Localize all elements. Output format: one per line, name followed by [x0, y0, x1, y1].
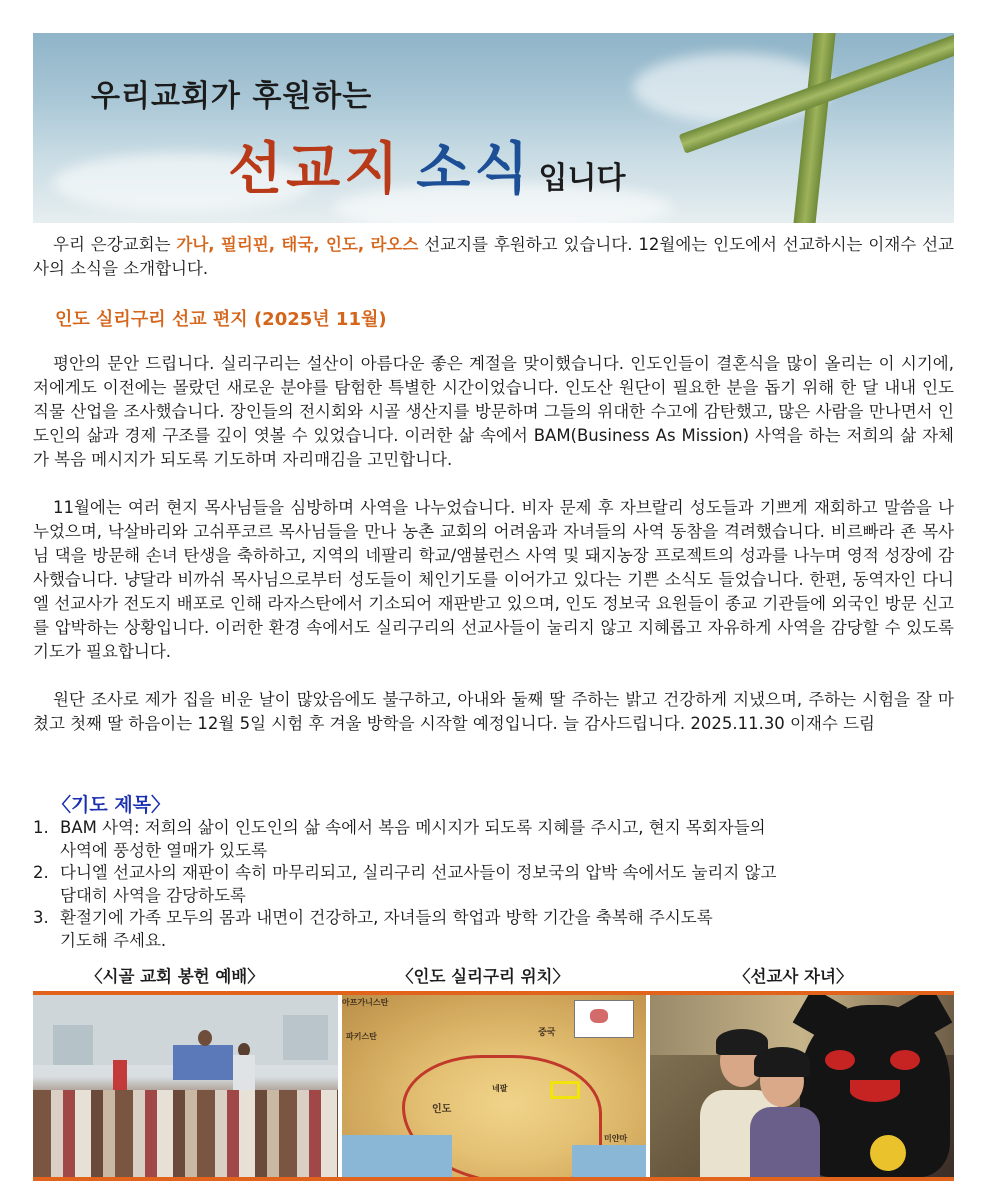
prayer-item-text: 담대히 사역을 감당하도록 [60, 885, 246, 905]
prayer-item-continued [33, 840, 954, 863]
banner-word-mission: 선교지 [228, 136, 403, 202]
letter-paragraph-2: 11월에는 여러 현지 목사님들을 심방하며 사역을 나누었습니다. 비자 문제 후 자브랄리 성도들과 기쁘게 재회하고 말씀을 나누었으며, 낙살바리와 고쉬푸코르 목사님들을 만나 농촌 교회의 어려움과 자녀들의 사역 동참을 격려했습니다. 비르빠라 죤 목사님 댁을 방문해 손녀 탄생을 축하하고, 지역의 네팔리 학교/앰뷸런스 사역 및 돼지농장 프로젝트의 성과를 나누며 영적 성장에 감사했습니다. 냥달라 비까쉬 목사님으로부터 성도들이 체인기도를 이어가고 있다는 기쁜 소식도 들었습니다. 한편, 동역자인 다니엘 선교사가 전도지 배포로 인해 라자스탄에서 기소되어 재판받고 있으며, 인도 정보국 요원들이 종교 기관들에 외국인 방문 신고를 압박하는 상황입니다. 이러한 환경 속에서도 실리구리의 선교사들이 눌리지 않고 지혜롭고 자유하게 사역을 감당할 수 있도록 기도가 필요합니다. [33, 498, 954, 661]
header-banner [33, 33, 954, 223]
prayer-item [33, 907, 954, 930]
intro-countries: 가나, 필리핀, 태국, 인도, 라오스 [176, 235, 419, 254]
banner-suffix: 입니다 [538, 161, 626, 196]
letter-paragraph-3: 원단 조사로 제가 집을 비운 날이 많았음에도 불구하고, 아내와 둘째 딸 주하는 밝고 건강하게 지냈으며, 주하는 시험을 잘 마쳤고 첫째 딸 하음이는 12월 5일 시험 후 겨울 방학을 시작할 예정입니다. 늘 감사드립니다. 2025.11.30 이재수 드림 [33, 690, 954, 733]
prayer-item-text: 기도해 주세요. [60, 930, 167, 950]
intro-text-after: 선교지를 후원하고 있습니다. 12월에는 인도에서 선교하시는 이재수 선교사의 소식을 소개합니다. [33, 235, 954, 278]
prayer-item-text: 다니엘 선교사의 재판이 속히 마무리되고, 실리구리 선교사들이 정보국의 압박 속에서도 눌리지 않고 [60, 863, 777, 882]
prayer-item-continued [33, 885, 954, 908]
letter-paragraph-1: 평안의 문안 드립니다. 실리구리는 설산이 아름다운 좋은 계절을 맞이했습니다. 인도인들이 결혼식을 많이 올리는 이 시기에, 저에게도 이전에는 몰랐던 새로운 분야를 탐험한 특별한 시간이었습니다. 인도산 원단이 필요한 분을 돕기 위해 한 달 내내 인도 직물 산업을 조사했습니다. 장인들의 전시회와 시골 생산지를 방문하며 그들의 위대한 수고에 감탄했고, 많은 사람을 만나면서 인도인의 삶과 경제 구조를 깊이 엿볼 수 있었습니다. 이러한 삶 속에서 BAM(Business As Mission) 사역을 하는 저희의 삶 자체가 복음 메시지가 되도록 기도하며 자리매김을 고민합니다. [33, 354, 954, 469]
intro-paragraph [33, 233, 954, 281]
children-photo [650, 995, 954, 1177]
banner-word-news: 소식 [416, 136, 533, 202]
prayer-item-number: 3. [33, 908, 49, 927]
map-label-nepal: 네팔 [492, 1084, 508, 1093]
prayer-item-number: 1. [33, 818, 49, 837]
map-label-pakistan: 파키스탄 [346, 1032, 377, 1041]
prayer-item [33, 817, 954, 840]
worship-photo [33, 995, 338, 1177]
map-label-india: 인도 [432, 1104, 452, 1115]
prayer-item-text: 사역에 풍성한 열매가 있도록 [60, 840, 268, 860]
banner-subtitle: 우리교회가 후원하는 [91, 79, 373, 114]
prayer-item [33, 862, 954, 885]
india-map [342, 995, 646, 1177]
prayer-item-text: BAM 사역: 저희의 삶이 인도인의 삶 속에서 복음 메시지가 되도록 지혜를 주시고, 현지 목회자들의 [60, 818, 766, 837]
prayer-item-number: 2. [33, 863, 49, 882]
prayer-item-continued [33, 930, 954, 953]
prayer-list [33, 817, 954, 952]
prayer-title: 〈기도 제목〉 [52, 794, 171, 816]
photo-caption-map: 〈인도 실리구리 위치〉 [397, 967, 570, 986]
map-label-afghanistan: 아프가니스탄 [342, 998, 389, 1007]
photo-strip [33, 991, 954, 1181]
map-label-myanmar: 미얀마 [604, 1134, 628, 1143]
photo-caption-worship: 〈시골 교회 봉헌 예배〉 [86, 967, 264, 986]
map-label-china: 중국 [538, 1028, 556, 1038]
prayer-item-text: 환절기에 가족 모두의 몸과 내면이 건강하고, 자녀들의 학업과 방학 기간을 축복해 주시도록 [60, 908, 713, 927]
intro-text-before: 우리 은강교회는 [53, 235, 177, 254]
photo-caption-children: 〈선교사 자녀〉 [734, 967, 853, 986]
banner-title [228, 125, 625, 205]
letter-title: 인도 실리구리 선교 편지 (2025년 11월) [55, 309, 387, 330]
